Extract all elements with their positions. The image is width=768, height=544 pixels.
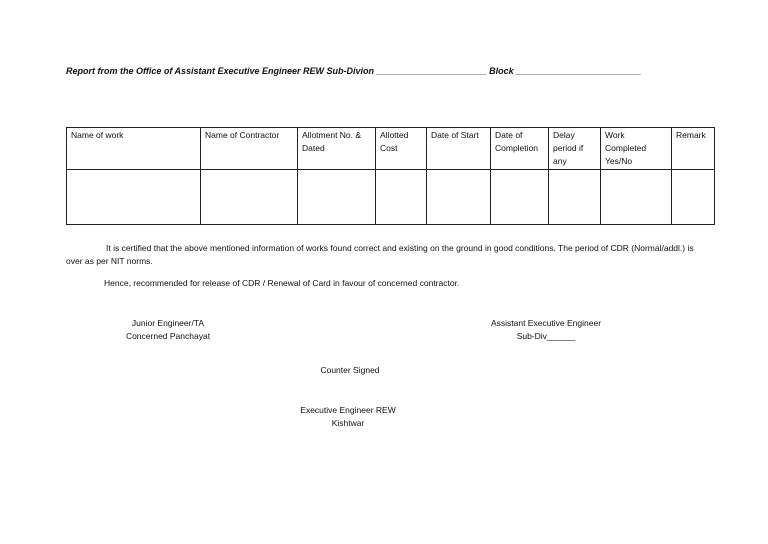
col-remark: Remark — [672, 128, 715, 170]
location-label: Kishtwar — [331, 418, 365, 428]
aee-signature-block — [476, 317, 616, 343]
certification-text: It is certified that the above mentioned information of works found correct and existing on the ground in good conditions. The period of CDR (Normal/addl.) is over as per NIT norms. — [66, 243, 694, 266]
recommendation-paragraph: Hence, recommended for release of CDR / Renewal of Card in favour of concerned contractor. — [104, 278, 460, 288]
col-name-of-work: Name of work — [67, 128, 201, 170]
table-cell — [601, 170, 672, 225]
col-allotment-no: Allotment No. & Dated — [298, 128, 376, 170]
table-header-row — [67, 128, 715, 170]
col-allotted-cost: Allotted Cost — [376, 128, 427, 170]
col-date-of-start: Date of Start — [427, 128, 491, 170]
table-cell — [672, 170, 715, 225]
table-cell — [376, 170, 427, 225]
report-title: Report from the Office of Assistant Executive Engineer REW Sub-Divion ______________________ Block _________________________ — [66, 66, 642, 76]
aee-title: Assistant Executive Engineer — [490, 318, 602, 328]
concerned-panchayat-label: Concerned Panchayat — [125, 331, 211, 341]
col-delay-period: Delay period if any — [549, 128, 601, 170]
col-name-of-contractor: Name of Contractor — [201, 128, 298, 170]
certification-paragraph — [66, 242, 706, 268]
table-cell — [491, 170, 549, 225]
table-cell — [67, 170, 201, 225]
table-row — [67, 170, 715, 225]
table-cell — [201, 170, 298, 225]
executive-engineer-signature-block — [288, 404, 408, 430]
counter-signed-label: Counter Signed — [320, 365, 380, 375]
table-cell — [298, 170, 376, 225]
col-work-completed: Work Completed Yes/No — [601, 128, 672, 170]
sub-div-label: Sub-Div______ — [516, 331, 576, 341]
table-cell — [427, 170, 491, 225]
executive-engineer-title: Executive Engineer REW — [300, 405, 396, 415]
table-cell — [549, 170, 601, 225]
works-table — [66, 127, 715, 225]
junior-engineer-title: Junior Engineer/TA — [131, 318, 205, 328]
col-date-of-completion: Date of Completion — [491, 128, 549, 170]
junior-engineer-signature-block — [108, 317, 228, 343]
